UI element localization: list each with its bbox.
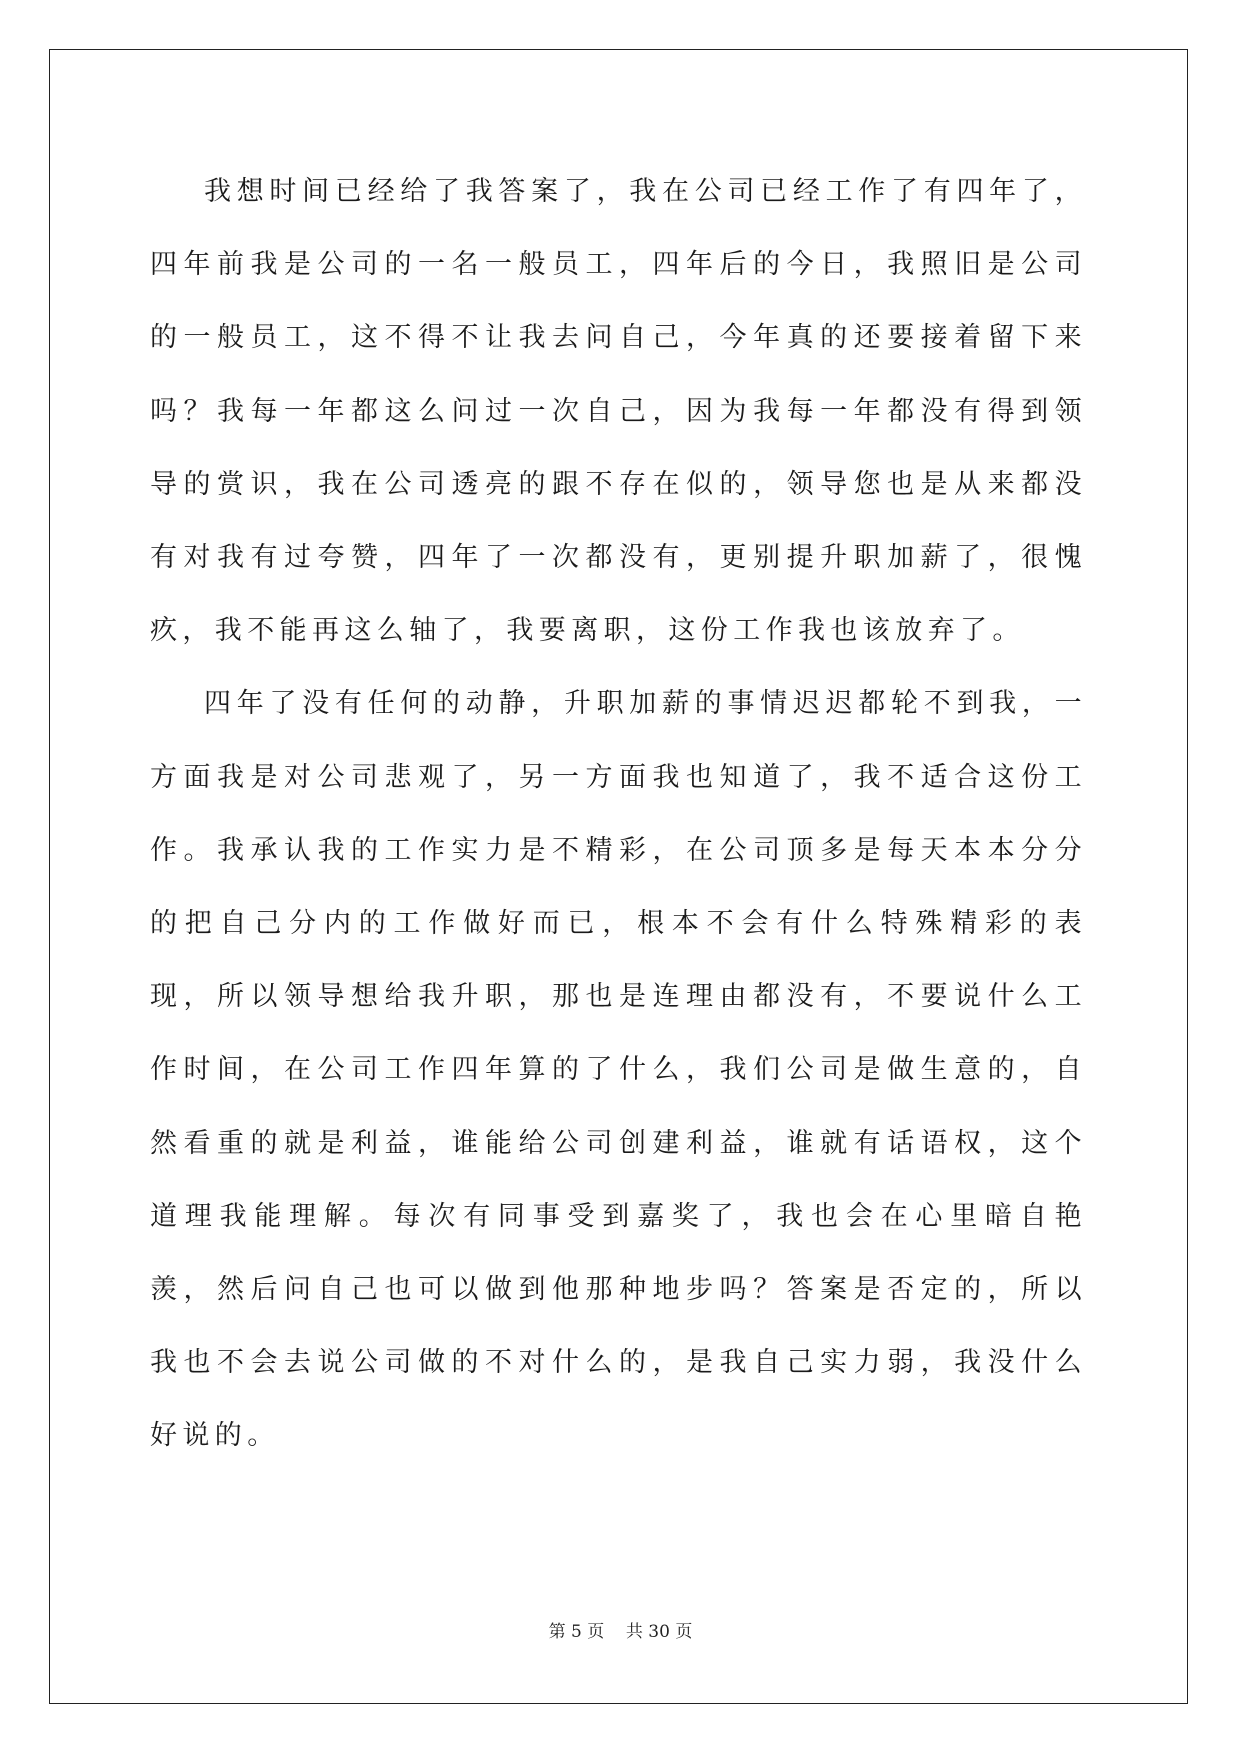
page-total: 共 30 页 [625, 1622, 693, 1642]
paragraph-2: 四年了没有任何的动静，升职加薪的事情迟迟都轮不到我，一方面我是对公司悲观了，另一方面我也知道了，我不适合这份工作。我承认我的工作实力是不精彩，在公司顶多是每天本本分分的把自己分内的工作做好而已，根本不会有什么特殊精彩的表现，所以领导想给我升职，那也是连理由都没有，不要说什么工作时间，在公司工作四年算的了什么，我们公司是做生意的，自然看重的就是利益，谁能给公司创建利益，谁就有话语权，这个道理我能理解。每次有同事受到嘉奖了，我也会在心里暗自艳羡，然后问自己也可以做到他那种地步吗？答案是否定的，所以我也不会去说公司做的不对什么的，是我自己实力弱，我没什么好说的。 [150, 688, 1087, 1452]
document-body [150, 155, 1087, 1473]
page-number: 第 5 页 [548, 1622, 605, 1642]
paragraph-1: 我想时间已经给了我答案了，我在公司已经工作了有四年了，四年前我是公司的一名一般员工，四年后的今日，我照旧是公司的一般员工，这不得不让我去问自己，今年真的还要接着留下来吗？我每一年都这么问过一次自己，因为我每一年都没有得到领导的赏识，我在公司透亮的跟不存在似的，领导您也是从来都没有对我有过夸赞，四年了一次都没有，更别提升职加薪了，很愧疚，我不能再这么轴了，我要离职，这份工作我也该放弃了。 [150, 176, 1087, 647]
page-footer [0, 1617, 1241, 1642]
